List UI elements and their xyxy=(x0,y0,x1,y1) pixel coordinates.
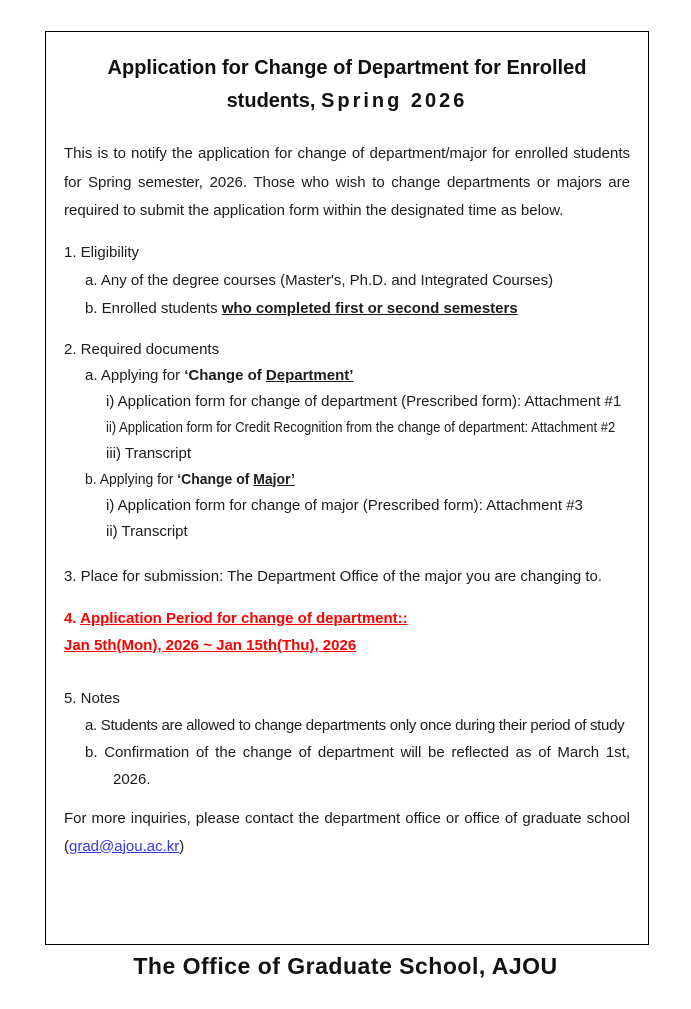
eligibility-item-b xyxy=(64,295,630,323)
item-b-bold-underline: Major’ xyxy=(253,470,295,488)
title-line-2-text: students, xyxy=(226,90,316,112)
eligibility-item-a: a. Any of the degree courses (Master's, Ph.D. and Integrated Courses) xyxy=(85,271,554,289)
item-a-bold: ‘Change of xyxy=(184,366,262,384)
notice-border-box xyxy=(45,31,649,945)
required-docs-item-a-sub-ii xyxy=(64,415,630,441)
section-eligibility-heading: 1. Eligibility xyxy=(64,243,140,261)
section-application-period xyxy=(64,605,630,659)
item-b-bold: ‘Change of xyxy=(177,470,250,488)
required-docs-item-a-sub-iii: iii) Transcript xyxy=(106,444,192,462)
section-eligibility xyxy=(64,239,630,323)
issuing-office-footer: The Office of Graduate School, AJOU xyxy=(133,953,558,979)
contact-text-before: For more inquiries, please contact the department office or office of graduate school ( xyxy=(64,809,630,855)
place-of-submission-text: 3. Place for submission: The Department Office of the major you are changing to. xyxy=(64,567,603,585)
title-line-2 xyxy=(64,85,630,118)
eligibility-item-b-emphasis: who completed first or second semesters xyxy=(221,299,518,317)
item-a-bold-underline: Department’ xyxy=(265,366,354,384)
required-docs-item-b xyxy=(64,467,630,493)
notes-item-b: b. Confirmation of the change of department will be reflected as of March 1st, 2026. xyxy=(85,743,630,788)
item-a-sub-ii-text: ii) Application form for Credit Recognition from the change of department: Attachment #2 xyxy=(106,418,616,436)
application-period-number: 4. xyxy=(64,609,77,627)
title-semester: Spring 2026 xyxy=(321,90,468,112)
required-docs-item-a xyxy=(64,363,630,389)
application-period-heading-text: Application Period for change of department:: xyxy=(80,609,408,627)
contact-paragraph xyxy=(64,805,630,861)
required-docs-item-b-sub-ii: ii) Transcript xyxy=(106,522,188,540)
item-b-text: b. Applying for xyxy=(85,470,174,488)
contact-email-link[interactable]: grad@ajou.ac.kr xyxy=(69,837,180,855)
document-title xyxy=(64,52,630,118)
section-notes xyxy=(64,685,630,793)
required-documents-heading: 2. Required documents xyxy=(64,340,220,358)
application-period-dates xyxy=(64,632,630,659)
intro-paragraph: This is to notify the application for change of department/major for enrolled students for Spring semester, 2026. Those who wish to change departments or majors are required to submit the application form within the designated time as below. xyxy=(64,145,630,219)
section-required-documents xyxy=(64,337,630,545)
item-b-line xyxy=(85,467,295,493)
notes-heading: 5. Notes xyxy=(64,689,120,707)
contact-text-after: ) xyxy=(179,837,185,855)
required-docs-item-a-sub-i: i) Application form for change of department (Prescribed form): Attachment #1 xyxy=(106,392,622,410)
eligibility-item-b-text: b. Enrolled students xyxy=(85,299,218,317)
required-docs-item-b-sub-i: i) Application form for change of major (Prescribed form): Attachment #3 xyxy=(106,496,583,514)
application-period-heading xyxy=(64,605,630,632)
section-place-of-submission xyxy=(64,563,630,591)
item-a-text: a. Applying for xyxy=(85,366,181,384)
title-line-1: Application for Change of Department for Enrolled xyxy=(107,57,587,79)
application-period-dates-text: Jan 5th(Mon), 2026 ~ Jan 15th(Thu), 2026 xyxy=(64,636,357,654)
notes-item-a: a. Students are allowed to change departments only once during their period of study xyxy=(85,716,625,734)
